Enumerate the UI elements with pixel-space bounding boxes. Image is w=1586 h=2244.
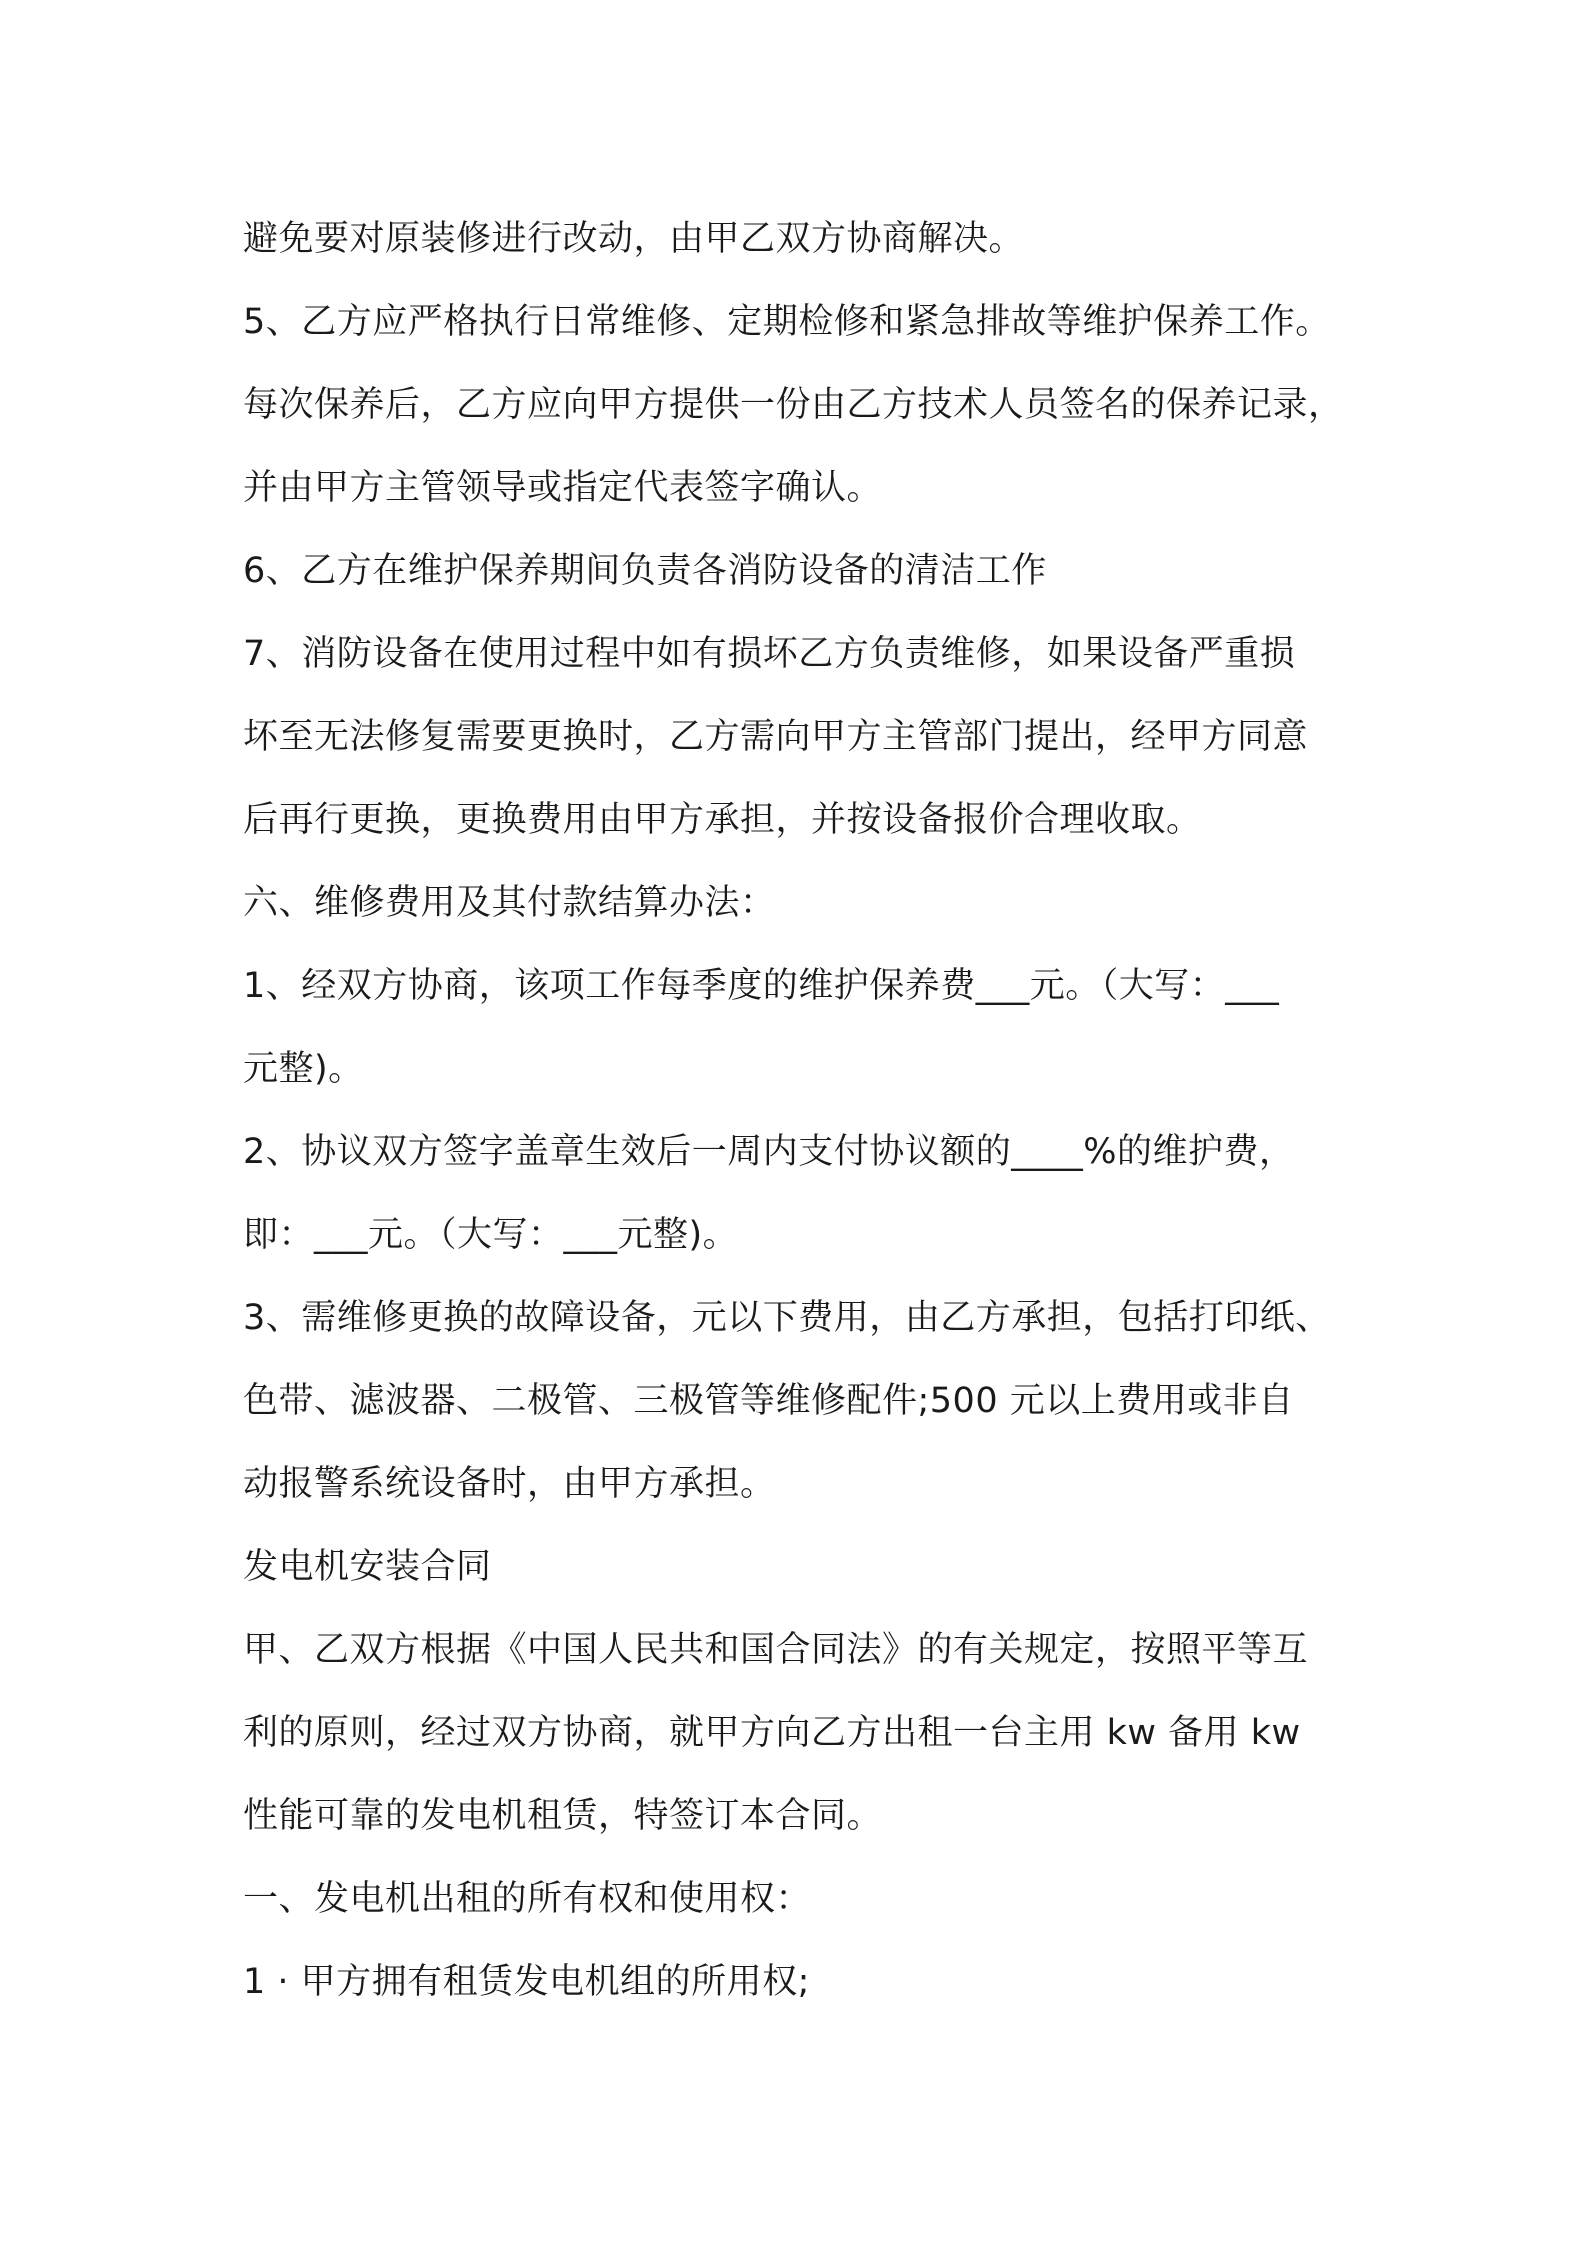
text-line: 1 · 甲方拥有租赁发电机组的所用权; bbox=[243, 1962, 810, 2002]
text-line: 5、乙方应严格执行日常维修、定期检修和紧急排故等维护保养工作。 bbox=[243, 302, 1331, 342]
text-line: 6、乙方在维护保养期间负责各消防设备的清洁工作 bbox=[243, 551, 1047, 591]
text-line: 后再行更换，更换费用由甲方承担，并按设备报价合理收取。 bbox=[243, 800, 1202, 840]
text-line: 坏至无法修复需要更换时，乙方需向甲方主管部门提出，经甲方同意 bbox=[243, 717, 1309, 757]
text-line: 3、需维修更换的故障设备，元以下费用，由乙方承担，包括打印纸、 bbox=[243, 1298, 1331, 1338]
text-line: 7、消防设备在使用过程中如有损坏乙方负责维修，如果设备严重损 bbox=[243, 634, 1296, 674]
text-line: 元整)。 bbox=[243, 1049, 364, 1089]
text-line: 避免要对原装修进行改动，由甲乙双方协商解决。 bbox=[243, 219, 1025, 259]
text-line: 性能可靠的发电机租赁，特签订本合同。 bbox=[243, 1796, 883, 1836]
text-line: 利的原则，经过双方协商，就甲方向乙方出租一台主用 kw 备用 kw bbox=[243, 1713, 1301, 1753]
section-heading: 一、发电机出租的所有权和使用权： bbox=[243, 1879, 812, 1919]
text-line: 即：___元。（大写：___元整)。 bbox=[243, 1215, 739, 1255]
text-line: 甲、乙双方根据《中国人民共和国合同法》的有关规定，按照平等互 bbox=[243, 1630, 1309, 1670]
text-line: 色带、滤波器、二极管、三极管等维修配件;500 元以上费用或非自 bbox=[243, 1381, 1294, 1421]
document-title: 发电机安装合同 bbox=[243, 1547, 492, 1587]
text-line: 1、经双方协商，该项工作每季度的维护保养费___元。（大写：___ bbox=[243, 966, 1280, 1006]
document-body bbox=[243, 198, 1363, 2024]
text-line: 每次保养后，乙方应向甲方提供一份由乙方技术人员签名的保养记录， bbox=[243, 385, 1344, 425]
text-line: 并由甲方主管领导或指定代表签字确认。 bbox=[243, 468, 883, 508]
text-line: 2、协议双方签字盖章生效后一周内支付协议额的____%的维护费， bbox=[243, 1132, 1295, 1172]
text-line: 动报警系统设备时，由甲方承担。 bbox=[243, 1464, 776, 1504]
section-heading: 六、维修费用及其付款结算办法： bbox=[243, 883, 776, 923]
